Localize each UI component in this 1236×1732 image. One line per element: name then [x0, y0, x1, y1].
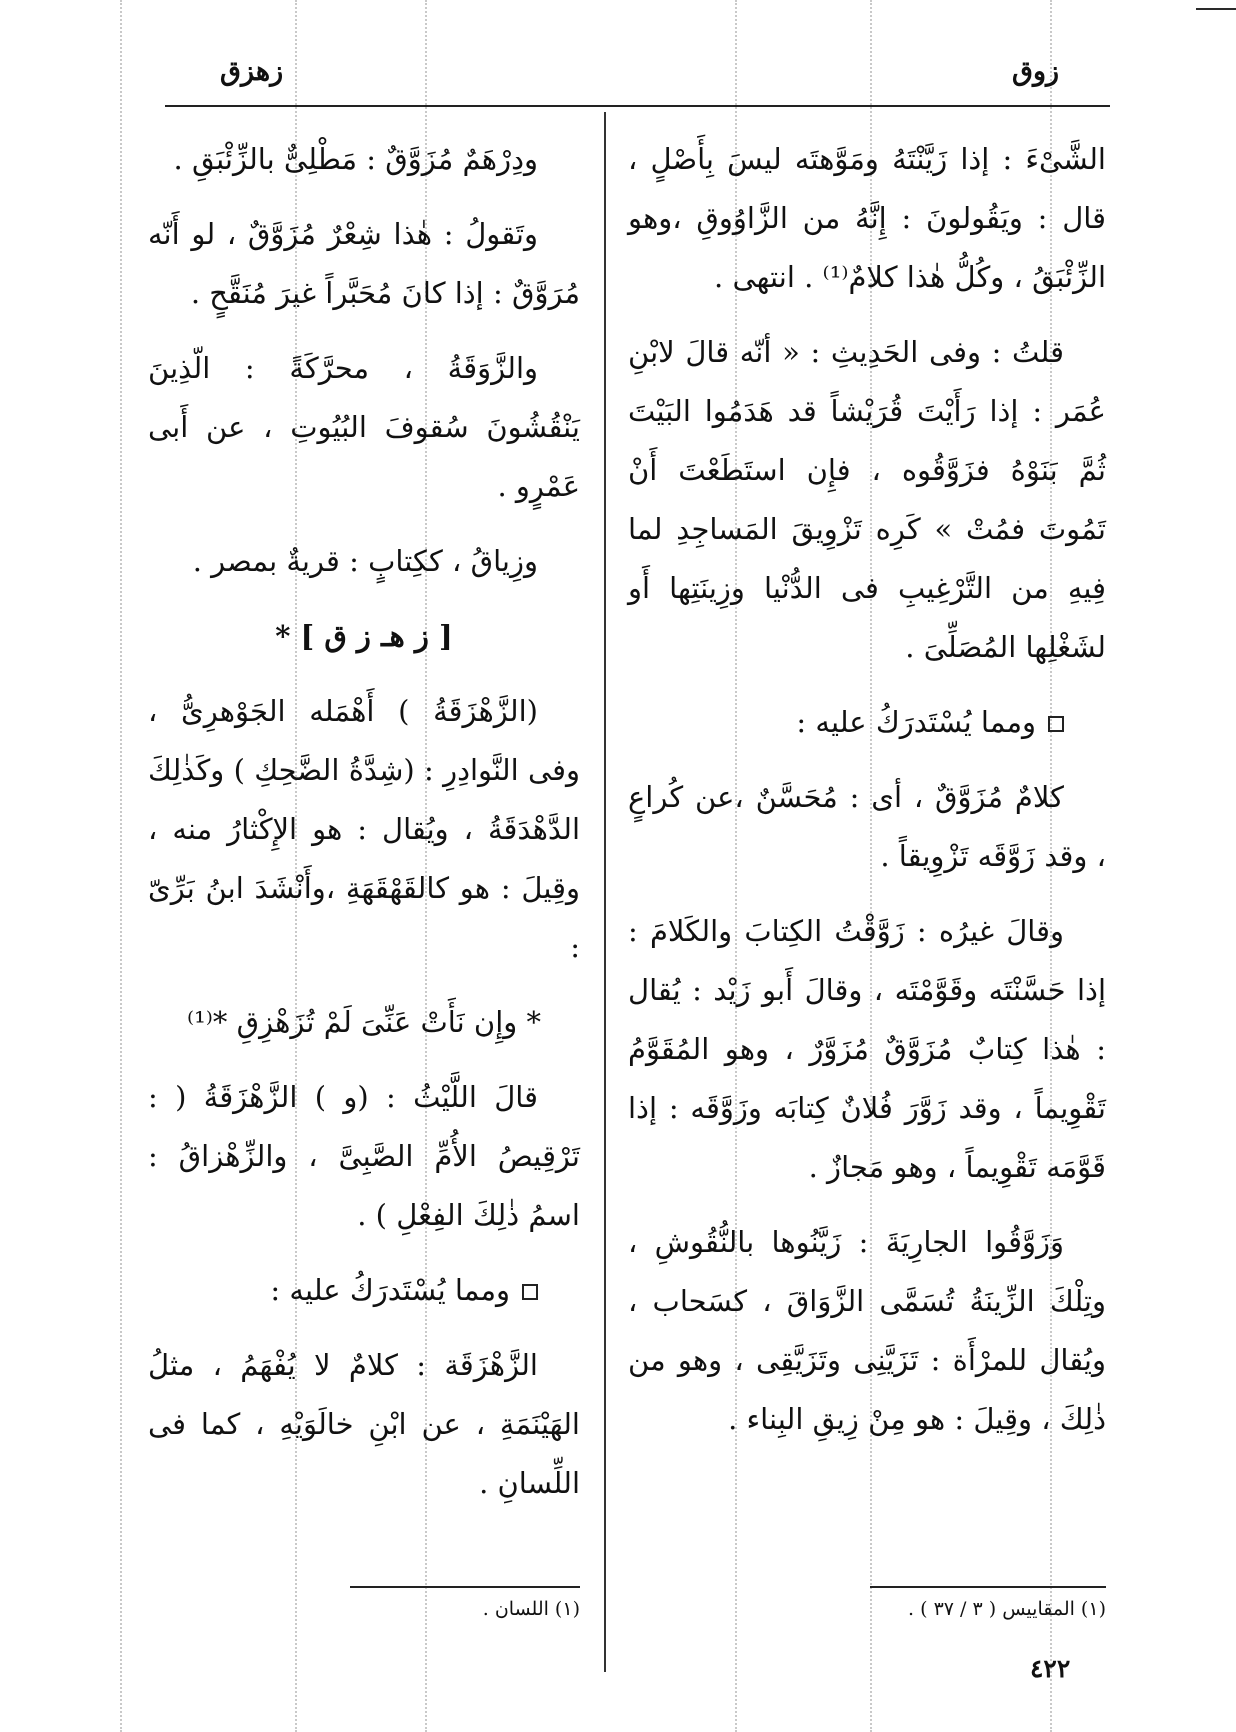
paragraph: والزَّوَقَةُ ، محرَّكَةً : الّذِينَ يَنْقُشُونَ سُقوفَ البُيُوتِ ، عن أَبى عَمْرٍو .	[148, 351, 580, 503]
checkbox-icon	[522, 1284, 538, 1300]
entry-heading: [ ز هـ ز ق ] *	[275, 619, 453, 653]
paragraph: ودِرْهَمٌ مُزَوَّقٌ : مَطْلِىٌّ بالزِّئْبَقِ .	[173, 142, 538, 176]
dotted-guide	[120, 0, 122, 1732]
checkbox-icon	[1048, 716, 1064, 732]
footnote-left: (١) اللسان .	[482, 1598, 580, 1620]
right-column	[628, 130, 1106, 1465]
paragraph: وتَقولُ : هٰذا شِعْرٌ مُزَوَّقٌ ، لو أَنّه مُرَوَّقٌ : إذا كانَ مُحَبَّراً غيرَ مُنَقَّحٍ .	[148, 217, 580, 310]
paragraph: قالَ اللَّيْثُ : (و ) الزَّهْزَقَةُ ( : تَرْقِيصُ الأُمِّ الصَّبِىَّ ، والزِّهْزاقُ : اسمُ ذٰلِكَ الفِعْلِ ) .	[148, 1080, 580, 1232]
footnote-rule-left	[350, 1586, 580, 1588]
running-head-left: زهزق	[220, 56, 284, 87]
paragraph: وقالَ غيرُه : زَوَّقْتُ الكِتابَ والكَلامَ : إذا حَسَّنْتَه وقَوَّمْتَه ، وقالَ أَبو زَيْد : يُقال : هٰذا كِتابٌ مُزَوَّقٌ مُزَوَّرٌ ، وهو المُقَوَّمُ تَقْوِيماً ، وقد زَوَّرَ فُلانٌ كِتابَه وزَوَّقَه : إذا قَوَّمَه تَقْوِيماً ، وهو مَجازٌ .	[628, 914, 1106, 1184]
paragraph: الزَّهْزَقَة : كلامٌ لا يُفْهَمُ ، مثلُ الهَيْنَمَةِ ، عن ابْنِ خالَوَيْهِ ، كما فى اللِّسانِ .	[148, 1348, 580, 1500]
paragraph: قلتُ : وفى الحَدِيثِ : « أنّه قالَ لابْنِ عُمَر : إذا رَأَيْتَ قُرَيْشاً قد هَدَمُوا البَيْتَ ثُمَّ بَنَوْهُ فزَوَّقُوه ، فإِن استَطَعْتَ أَنْ تَمُوتَ فمُتْ » كَرِه تَزْوِيقَ المَساجِدِ لما فِيهِ من التَّرْغِيبِ فى الدُّنْيا وزِينَتِها أَو لشَغْلِها المُصَلِّىَ .	[628, 335, 1106, 664]
paragraph: وَزَوَّقُوا الجارِيَةَ : زَيَّنُوها بالنُّقُوشِ ، وتِلْكَ الزِّينَةُ تُسَمَّى الزَّوَاقَ ، كسَحاب ، ويُقال للمرْأَة : تَزَيَّنِى وتَزَيَّقِى ، وهو من ذٰلِكَ ، وقِيلَ : هو مِنْ زِيقِ البِناء .	[628, 1225, 1106, 1436]
footnote-rule-right	[870, 1586, 1106, 1588]
paragraph: الشَّىْءَ : إذا زَيَّنْتَهُ ومَوَّهتَه ليسَ بِأَصْلٍ ، قال : ويَقُولونَ : إِنَّهُ من الزَّاوُوقِ ،وهو الزِّئْبَقُ ، وكُلُّ هٰذا كلامٌ⁽¹⁾ . انتهى .	[628, 142, 1106, 294]
verse-line: * وإِن نَأَتْ عَنِّىَ لَمْ تُزَهْزِقِ *⁽¹⁾	[187, 1005, 541, 1039]
header-rule	[165, 105, 1110, 107]
mustadrak-line	[148, 1261, 580, 1320]
footnote-right: (١) المقاييس ( ٣ / ٣٧ ) .	[908, 1598, 1106, 1620]
page-number: ٤٢٢	[1030, 1654, 1071, 1683]
left-column	[148, 130, 580, 1529]
mustadrak-label: ومما يُسْتَدرَكُ عليه :	[796, 705, 1036, 739]
edge-mark	[1196, 8, 1236, 10]
paragraph: وزِياقُ ، ككِتابٍ : قريةٌ بمصر .	[192, 544, 538, 578]
column-divider	[604, 112, 606, 1672]
paragraph: كلامٌ مُزَوَّقٌ ، أى : مُحَسَّنٌ ،عن كُراعٍ ، وقد زَوَّقَه تَزْوِيقاً .	[628, 780, 1106, 873]
mustadrak-label: ومما يُسْتَدرَكُ عليه :	[270, 1273, 510, 1307]
running-head-right: زوق	[1012, 56, 1060, 87]
mustadrak-line	[628, 693, 1106, 752]
paragraph: (الزَّهْزَقَةُ ) أَهْمَله الجَوْهرِىُّ ، وفى النَّوادِرِ : (شِدَّةُ الضَّحِكِ ) وكَذٰلِكَ الدَّهْدَقَةُ ، ويُقال : هو الإِكْثارُ منه ، وقِيلَ : هو كالقَهْقَهَةِ ،وأَنْشَدَ ابنُ بَرِّىّ :	[148, 694, 580, 964]
